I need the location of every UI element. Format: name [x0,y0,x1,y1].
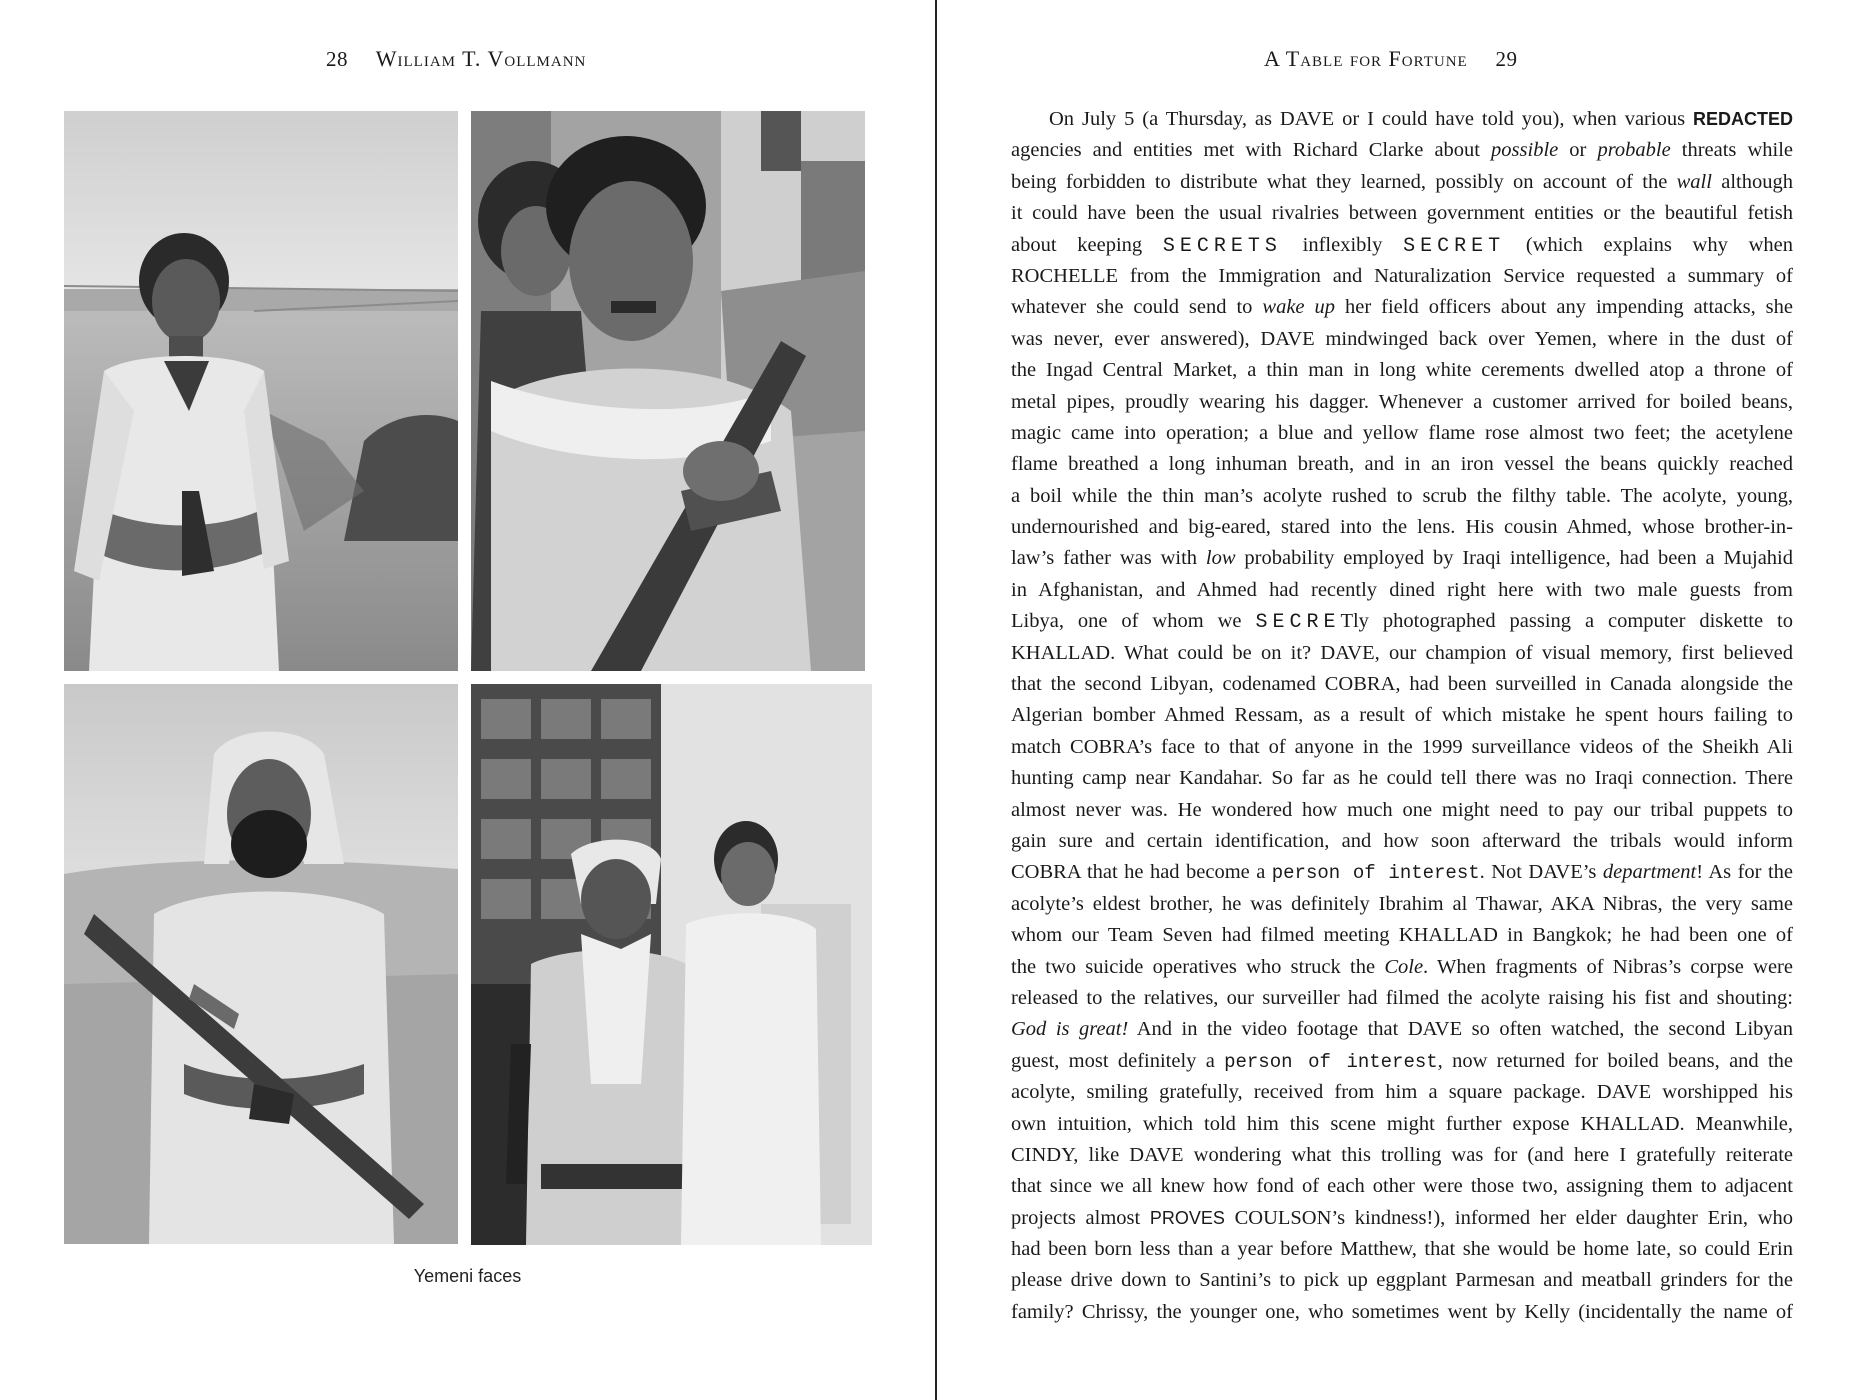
text-line: released to the relatives, our surveiller had filmed the acolyte raising his fist and shouting: [1011,986,1793,1009]
text-line: projects almost PROVES COULSON’s kindness!), informed her elder daughter Erin, who [1011,1206,1793,1229]
text-line: acolyte, smiling gratefully, received from him a square package. DAVE worshipped his [1011,1081,1793,1104]
text-line: that the second Libyan, codenamed COBRA, had been surveilled in Canada alongside the [1011,673,1793,696]
body-text [1011,104,1793,1328]
text-line: whom our Team Seven had filmed meeting KHALLAD in Bangkok; he had been one of [1011,924,1793,947]
text-line: guest, most definitely a person of interest, now returned for boiled beans, and the [1011,1049,1794,1073]
text-line: being forbidden to distribute what they learned, possibly on account of the wall although [1011,170,1794,193]
text-line: metal pipes, proudly wearing his dagger. Whenever a customer arrived for boiled beans, [1011,390,1793,413]
page-gutter [935,0,937,1400]
text-line: magic came into operation; a blue and yellow flame rose almost two feet; the acetylene [1011,421,1793,444]
page-number-right: 29 [1495,47,1518,71]
text-line: flame breathed a long inhuman breath, and in an iron vessel the beans quickly reached [1011,453,1793,476]
text-line: almost never was. He wondered how much one might need to pay our tribal puppets to [1011,798,1793,821]
text-line: agencies and entities met with Richard Clarke about possible or probable threats while [1011,139,1793,162]
photo-two-men-in-market [471,684,872,1245]
page-number-left: 28 [326,47,348,71]
running-head-left [326,46,586,72]
text-line: was never, ever answered), DAVE mindwinged back over Yemen, where in the dust of [1011,327,1793,350]
proves-word: PROVES [1149,1207,1225,1228]
redacted-word: REDACTED [1692,109,1793,129]
text-line: it could have been the usual rivalries between government entities or the beautiful fetish [1011,202,1793,225]
text-line: please drive down to Santini’s to pick up eggplant Parmesan and meatball grinders for the [1011,1269,1793,1292]
text-line: gain sure and certain identification, and how soon afterward the tribals would inform [1011,829,1793,852]
text-line: had been born less than a year before Matthew, that she would be home late, so could Erin [1011,1238,1793,1261]
text-line: that since we all knew how fond of each other were those two, assigning them to adjacent [1011,1175,1793,1198]
text-line: KHALLAD. What could be on it? DAVE, our champion of visual memory, first believed [1011,641,1793,664]
photo-man-with-rifle [471,111,865,671]
text-line: the Ingad Central Market, a thin man in long white cerements dwelled atop a throne of [1011,359,1793,382]
text-line: a boil while the thin man’s acolyte rushed to scrub the filthy table. The acolyte, young, [1011,484,1793,507]
text-line: On July 5 (a Thursday, as DAVE or I could have told you), when various REDACTED [1049,108,1793,130]
person-of-interest-phrase: person of interest [1271,862,1480,885]
text-line: Algerian bomber Ahmed Ressam, as a result of which mistake he spent hours failing to [1011,704,1793,727]
text-line: match COBRA’s face to that of anyone in the 1999 surveillance videos of the Sheikh Ali [1011,735,1793,758]
photo-boy-with-dagger [64,111,458,671]
photo-caption: Yemeni faces [413,1266,522,1286]
text-line: whatever she could send to wake up her field officers about any impending attacks, she [1011,296,1793,319]
book-title: A Table for Fortune [1264,46,1468,71]
text-line: acolyte’s eldest brother, he was definitely Ibrahim al Thawar, AKA Nibras, the very same [1011,892,1793,915]
text-line: undernourished and big-eared, stared into the lens. His cousin Ahmed, whose brother-in- [1011,516,1793,539]
text-line: family? Chrissy, the younger one, who sometimes went by Kelly (incidentally the name of [1011,1300,1793,1323]
text-line: COBRA that he had become a person of interest. Not DAVE’s department! As for the [1011,861,1794,885]
secret-word: SECRET [1403,234,1506,258]
text-line: the two suicide operatives who struck the Cole. When fragments of Nibras’s corpse were [1011,955,1793,978]
right-page [938,0,1866,1400]
text-line: own intuition, which told him this scene might further expose KHALLAD. Meanwhile, [1011,1112,1793,1135]
text-line: God is great! And in the video footage that DAVE so often watched, the second Libyan [1011,1018,1793,1041]
text-line: hunting camp near Kandahar. So far as he could tell there was no Iraqi connection. There [1011,767,1793,790]
text-line: Libya, one of whom we SECRETly photographed passing a computer diskette to [1011,610,1793,635]
text-line: about keeping SECRETS inflexibly SECRET (which explains why when [1011,233,1793,258]
text-line: CINDY, like DAVE wondering what this trolling was for (and here I gratefully reiterate [1011,1143,1793,1166]
photo-man-in-headscarf [64,684,458,1244]
text-line: in Afghanistan, and Ahmed had recently dined right here with two male guests from [1011,578,1793,601]
author-name: William T. Vollmann [375,46,587,71]
secre-word: SECRE [1255,611,1341,635]
secrets-word: SECRETS [1162,234,1282,258]
text-line: ROCHELLE from the Immigration and Naturalization Service requested a summary of [1011,264,1793,287]
person-of-interest-phrase: person of interest [1224,1050,1438,1073]
running-head-right [1264,46,1517,72]
text-line: law’s father was with low probability employed by Iraqi intelligence, had been a Mujahid [1011,547,1794,570]
